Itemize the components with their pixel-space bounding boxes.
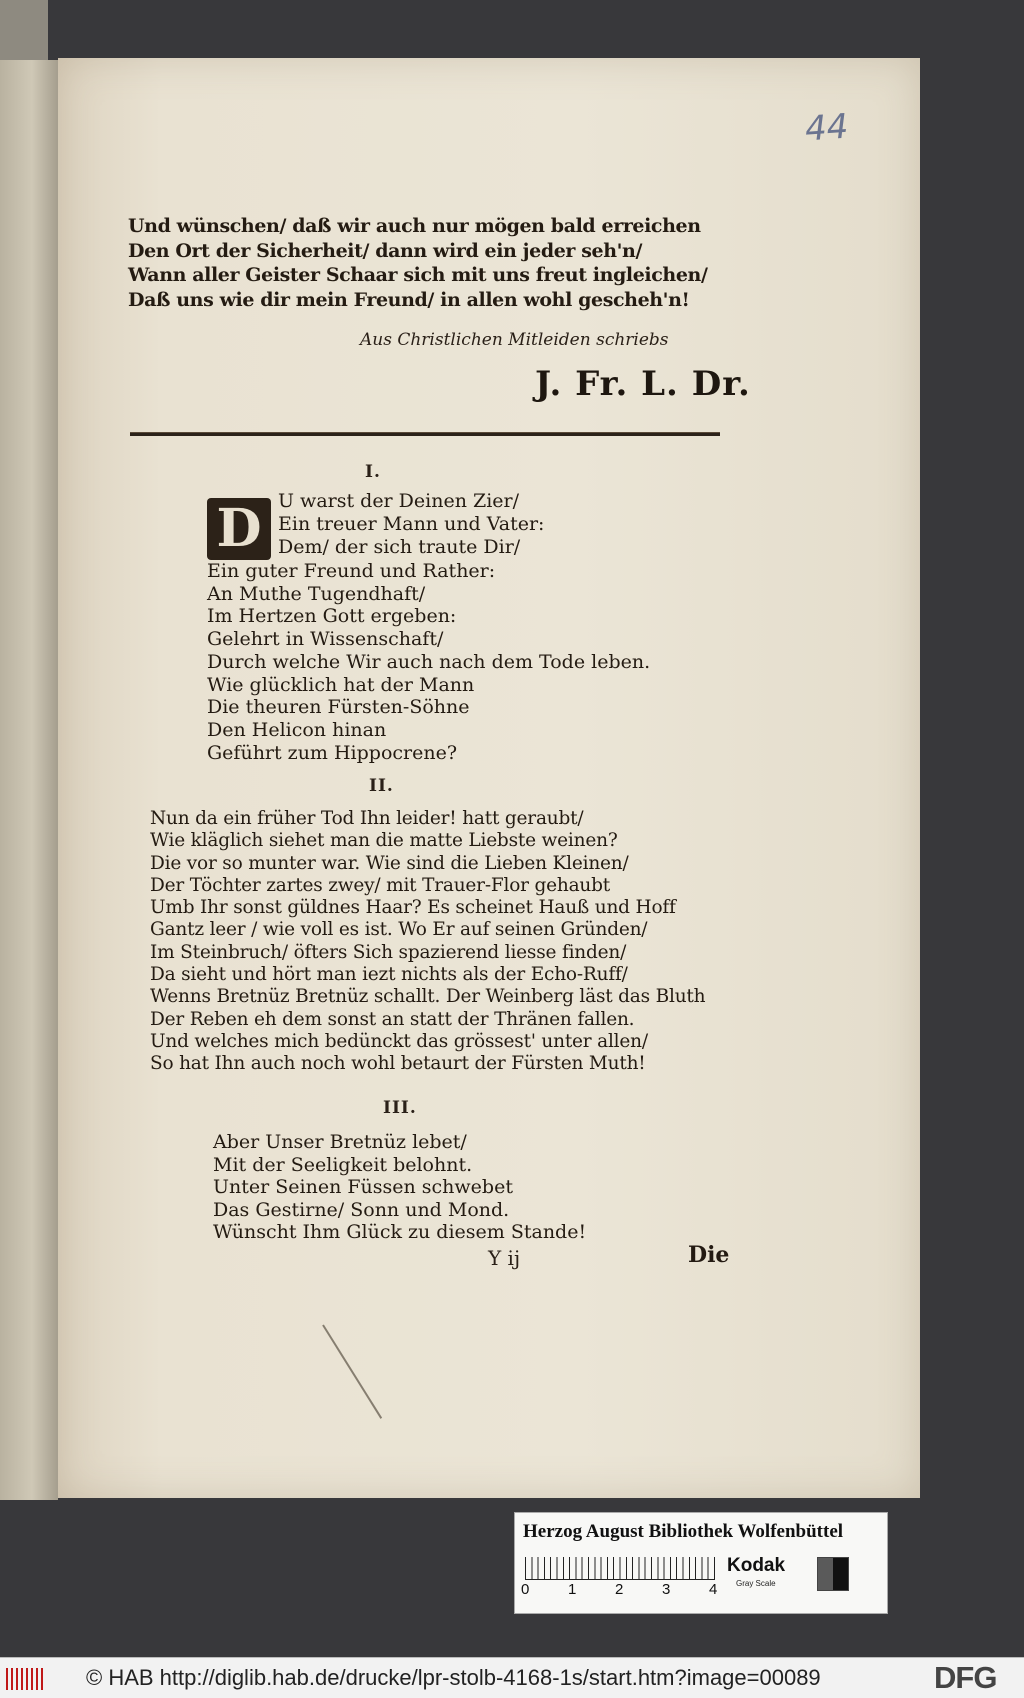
stanza-number-2: II. [369, 776, 394, 796]
verse-line: Im Steinbruch/ öfters Sich spazierend liesse finden/ [150, 941, 627, 963]
ruler-number: 2 [615, 1581, 624, 1598]
verse-line: Den Ort der Sicherheit/ dann wird ein jeder seh'n/ [128, 239, 643, 262]
verse-line: Ein guter Freund und Rather: [207, 560, 496, 582]
verse-line: Das Gestirne/ Sonn und Mond. [213, 1198, 510, 1221]
drop-capital: D [207, 498, 271, 560]
stanza-1-indented-lines [278, 490, 544, 559]
library-name: Herzog August Bibliothek Wolfenbüttel [523, 1521, 844, 1542]
verse-line: Gelehrt in Wissenschaft/ [207, 628, 444, 651]
verse-line: Wann aller Geister Schaar sich mit uns freut ingleichen/ [128, 264, 708, 286]
ruler-number: 3 [662, 1581, 671, 1598]
verse-line: Der Reben eh dem sonst an statt der Thränen fallen. [150, 1008, 635, 1030]
verse-line: Durch welche Wir auch nach dem Tode leben. [207, 650, 651, 673]
stanza-2 [150, 808, 705, 1076]
kodak-brand: Kodak [727, 1555, 786, 1576]
author-signature: J. Fr. L. Dr. [535, 364, 751, 404]
stanza-3 [213, 1131, 586, 1244]
ruler-number: 0 [521, 1581, 530, 1598]
verse-line: Wie kläglich siehet man die matte Liebste weinen? [150, 830, 618, 852]
facing-page-edge [0, 60, 58, 1500]
library-color-card [514, 1512, 888, 1614]
verse-line: Im Hertzen Gott ergeben: [207, 605, 457, 628]
attribution-line: Aus Christlichen Mitleiden schriebs [360, 330, 669, 350]
verse-line: Die theuren Fürsten-Söhne [207, 696, 470, 719]
verse-line: Mit der Seeligkeit belohnt. [213, 1153, 473, 1176]
gray-scale-caption: Gray Scale [736, 1579, 776, 1588]
verse-line: Da sieht und hört man iezt nichts als der Echo-Ruff/ [150, 964, 628, 986]
verse-line: Aber Unser Bretnüz lebet/ [213, 1131, 467, 1153]
verse-line: Der Töchter zartes zwey/ mit Trauer-Flor gehaubt [150, 874, 611, 896]
stanza-number-1: I. [365, 462, 381, 482]
folio-number: 44 [803, 106, 850, 150]
gray-scale-patch [817, 1557, 849, 1591]
verse-line: Wenns Bretnüz Bretnüz schallt. Der Weinberg läst das Bluth [150, 986, 706, 1008]
verse-line: Unter Seinen Füssen schwebet [213, 1176, 513, 1198]
section-divider [130, 432, 720, 436]
stanza-1 [207, 560, 650, 764]
stanza-number-3: III. [383, 1098, 417, 1118]
verse-line: U warst der Deinen Zier/ [278, 490, 519, 512]
verse-line: Geführt zum Hippocrene? [207, 741, 458, 764]
scale-ruler [525, 1557, 715, 1579]
verse-line: Ein treuer Mann und Vater: [278, 513, 545, 535]
catchword: Die [688, 1242, 730, 1268]
verse-line: An Muthe Tugendhaft/ [207, 582, 426, 605]
scan-corner [0, 0, 48, 60]
signature-mark: Y ij [488, 1246, 521, 1270]
verse-line: Dem/ der sich traute Dir/ [278, 536, 521, 558]
ruler-number: 4 [709, 1581, 718, 1598]
ruler-number: 1 [568, 1581, 577, 1598]
viewer-footer [0, 1657, 1024, 1698]
verse-line: Wie glücklich hat der Mann [207, 673, 475, 696]
verse-line: Umb Ihr sonst güldnes Haar? Es scheinet Hauß und Hoff [150, 897, 676, 919]
verse-line: So hat Ihn auch noch wohl betaurt der Fürsten Muth! [150, 1053, 646, 1075]
verse-line: Wünscht Ihm Glück zu diesem Stande! [213, 1221, 587, 1243]
verse-line: Daß uns wie dir mein Freund/ in allen wohl gescheh'n! [128, 288, 690, 311]
verse-line: Nun da ein früher Tod Ihn leider! hatt geraubt/ [150, 808, 584, 829]
dfg-logo: DFG [934, 1660, 997, 1695]
source-url[interactable]: © HAB http://diglib.hab.de/drucke/lpr-stolb-4168-1s/start.htm?image=00089 [86, 1665, 821, 1690]
verse-line: Und welches mich bedünckt das grössest' unter allen/ [150, 1030, 648, 1052]
closing-verse [128, 214, 707, 312]
verse-line: Und wünschen/ daß wir auch nur mögen bald erreichen [128, 215, 701, 237]
verse-line: Den Helicon hinan [207, 718, 387, 741]
verse-line: Gantz leer / wie voll es ist. Wo Er auf seinen Gründen/ [150, 919, 648, 941]
verse-line: Die vor so munter war. Wie sind die Lieben Kleinen/ [150, 852, 629, 874]
ruler-baseline [525, 1579, 715, 1580]
hab-stripe-logo-icon [6, 1668, 44, 1690]
